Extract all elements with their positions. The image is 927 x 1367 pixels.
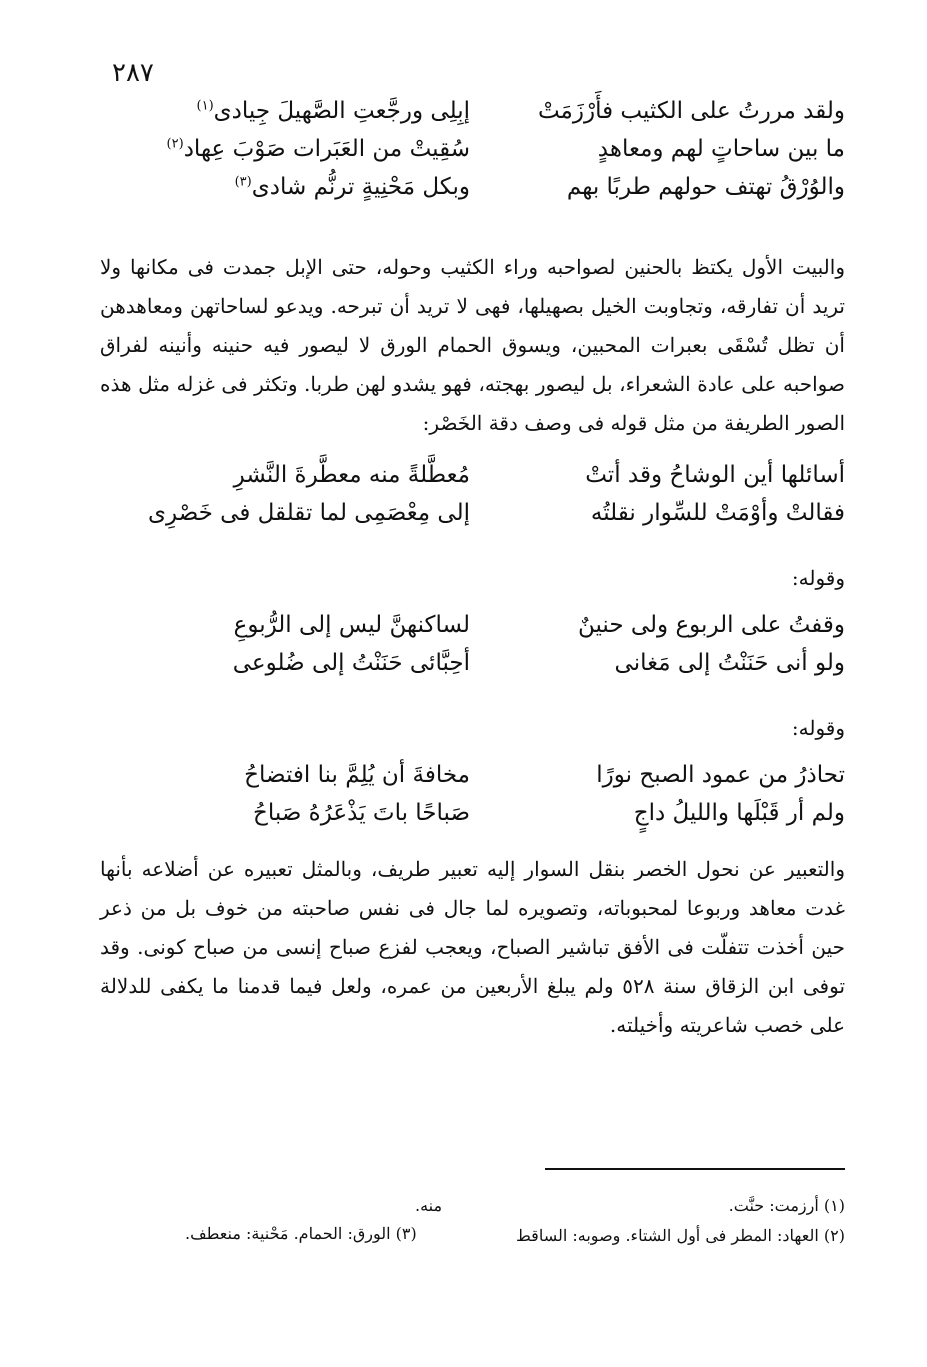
quote-label: وقوله: (791, 566, 845, 590)
verse-second-hemistich: مُعطَّلةً منه معطَّرةَ النَّشرِ (233, 462, 470, 488)
footnote-marker: (٣) (234, 174, 252, 190)
verse-second-hemistich: إبِلِى ورجَّعتِ الصَّهيلَ جِيادى$^{(١)}$ (196, 98, 470, 124)
verse-second-hemistich: إلى مِعْصَمِى لما تقلقل فى خَصْرِى (148, 500, 470, 526)
verse-first-hemistich: ولم أر قَبْلَها والليلُ داجٍ (633, 800, 845, 826)
verse-block-4 (100, 762, 845, 838)
verse-line (100, 650, 845, 688)
footnote-2-continuation: منه. (415, 1196, 443, 1215)
body-paragraph: والبيت الأول يكتظ بالحنين لصواحبه وراء الكثيب وحوله، حتى الإبل جمدت فى مكانها ولا تريد أن تفارقه، وتجاوبت الخيل بصهيلها، فهى لا تريد أن تبرحه. ويدعو لساحاتهن ومعاهدهن أن تظل تُسْقَى بعبرات المحبين، ويسوق الحمام الورق لا ليصور فيه حنينه وأنينه لفراق صواحبه على عادة الشعراء، بل ليصور بهجته، فهو يشدو لهن طربا. وتكثر فى غزله مثل هذه الصور الطريفة من مثل قوله فى وصف دقة الخَصْر: (100, 255, 845, 435)
verse-line (100, 174, 845, 212)
verse-line (100, 800, 845, 838)
footnote-1: (١) أرزمت: حنَّت. (728, 1196, 845, 1215)
footnote-marker: (٢) (166, 136, 184, 152)
verse-second-hemistich: سُقِيتْ من العَبَرات صَوْبَ عِهاد$^{(٢)}$ (166, 136, 470, 162)
verse-first-hemistich: ولقد مررتُ على الكثيب فأَرْزَمَتْ (537, 98, 845, 124)
verse-line (100, 462, 845, 500)
footnote-rule (545, 1168, 845, 1170)
verse-first-hemistich: ولو أنى حَنَنْتُ إلى مَغانى (614, 650, 845, 676)
verse-first-hemistich: ما بين ساحاتٍ لهم ومعاهدٍ (597, 136, 845, 162)
verse-block-3 (100, 612, 845, 688)
footnote-2: (٢) العهاد: المطر فى أول الشتاء. وصوبه: الساقط (515, 1226, 845, 1245)
page-number: ٢٨٧ (112, 58, 154, 88)
verse-second-hemistich: مخافةَ أن يُلِمَّ بنا افتضاحُ (244, 762, 470, 788)
verse-line (100, 98, 845, 136)
verse-block-1 (100, 98, 845, 212)
verse-line (100, 762, 845, 800)
verse-block-2 (100, 462, 845, 538)
verse-first-hemistich: وقفتُ على الربوع ولى حنينٌ (577, 612, 845, 638)
verse-second-hemistich: صَباحًا باتَ يَذْعَرُهُ صَباحُ (253, 800, 470, 826)
verse-second-hemistich: لساكنهنَّ ليس إلى الرُّبوعِ (233, 612, 470, 638)
footnote-3: (٣) الورق: الحمام. مَحْنية: منعطف. (185, 1224, 417, 1243)
verse-first-hemistich: فقالتْ وأوْمَتْ للسِّوار نقلتُه (590, 500, 845, 526)
verse-second-hemistich: وبكل مَحْنِيةٍ ترنُّم شادى$^{(٣)}$ (234, 174, 470, 200)
quote-label: وقوله: (791, 716, 845, 740)
verse-first-hemistich: تحاذرُ من عمود الصبح نورًا (596, 762, 845, 788)
verse-line (100, 136, 845, 174)
verse-line (100, 612, 845, 650)
verse-first-hemistich: والوُرْقُ تهتف حولهم طربًا بهم (566, 174, 845, 200)
verse-second-hemistich: أحِبَّائى حَنَنْتُ إلى ضُلوعى (232, 650, 470, 676)
verse-first-hemistich: أسائلها أين الوشاحُ وقد أتتْ (585, 462, 845, 488)
verse-line (100, 500, 845, 538)
footnote-marker: (١) (196, 98, 214, 114)
body-paragraph: والتعبير عن نحول الخصر بنقل السوار إليه تعبير طريف، وبالمثل تعبيره عن أضلاعه بأنها غدت معاهد وربوعا لمحبوباته، وتصويره لما جال فى نفس صاحبته من خوف بل من ذعر حين أخذت تتفلّت فى الأفق تباشير الصباح، ويعجب لفزع صباح إنسى من صباح كونى. وقد توفى ابن الزقاق سنة ٥٢٨ ولم يبلغ الأربعين من عمره، ولعل فيما قدمنا ما يكفى للدلالة على خصب شاعريته وأخيلته. (100, 857, 846, 1037)
